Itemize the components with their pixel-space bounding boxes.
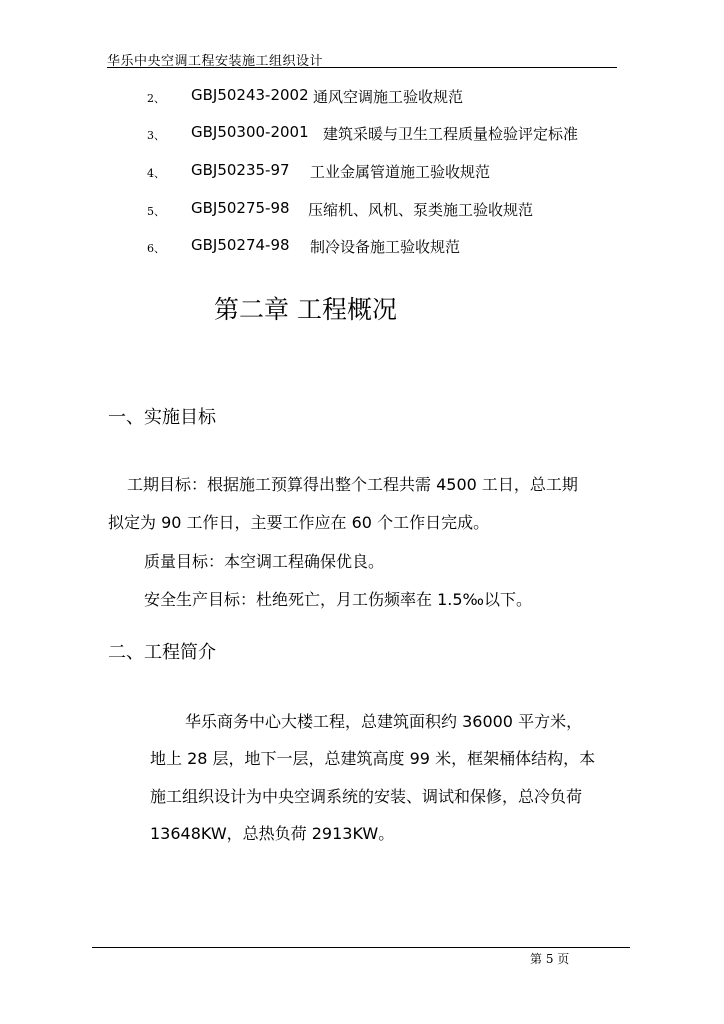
paragraph-line: 地上 28 层，地下一层，总建筑高度 99 米，框架桶体结构，本 [150, 749, 596, 768]
list-item-number: 6、 [147, 242, 165, 255]
standard-code: GBJ50274-98 [191, 236, 290, 254]
standard-name: 建筑采暖与卫生工程质量检验评定标准 [323, 125, 579, 143]
standard-code: GBJ50243-2002 [191, 86, 309, 104]
standard-name: 压缩机、风机、泵类施工验收规范 [308, 201, 534, 219]
standard-name: 制冷设备施工验收规范 [310, 238, 461, 256]
paragraph-line: 华乐商务中心大楼工程，总建筑面积约 36000 平方米， [185, 712, 583, 731]
list-item-number: 5、 [147, 205, 165, 218]
paragraph-line: 施工组织设计为中央空调系统的安装、调试和保修，总冷负荷 [150, 787, 583, 806]
page-number: 第 5 页 [530, 952, 570, 966]
list-item-number: 2、 [147, 92, 165, 105]
list-item-number: 4、 [147, 167, 165, 180]
section-heading: 二、工程简介 [108, 642, 216, 663]
paragraph-line: 拟定为 90 工作日，主要工作应在 60 个工作日完成。 [108, 513, 490, 532]
standard-name: 工业金属管道施工验收规范 [310, 163, 491, 181]
running-header: 华乐中央空调工程安装施工组织设计 [107, 54, 324, 69]
paragraph-line: 质量目标：本空调工程确保优良。 [144, 552, 385, 571]
header-rule [107, 67, 617, 68]
paragraph-line: 安全生产目标：杜绝死亡，月工伤频率在 1.5‰以下。 [144, 590, 533, 609]
standard-code: GBJ50300-2001 [191, 123, 309, 141]
section-heading: 一、实施目标 [108, 407, 216, 428]
standard-name: 通风空调施工验收规范 [313, 88, 464, 106]
standard-code: GBJ50275-98 [191, 199, 290, 217]
chapter-title: 第二章 工程概况 [214, 295, 397, 324]
standard-code: GBJ50235-97 [191, 161, 290, 179]
list-item-number: 3、 [147, 129, 165, 142]
paragraph-line: 工期目标：根据施工预算得出整个工程共需 4500 工日，总工期 [127, 475, 578, 494]
footer-rule [92, 947, 630, 948]
paragraph-line: 13648KW，总热负荷 2913KW。 [150, 824, 395, 843]
